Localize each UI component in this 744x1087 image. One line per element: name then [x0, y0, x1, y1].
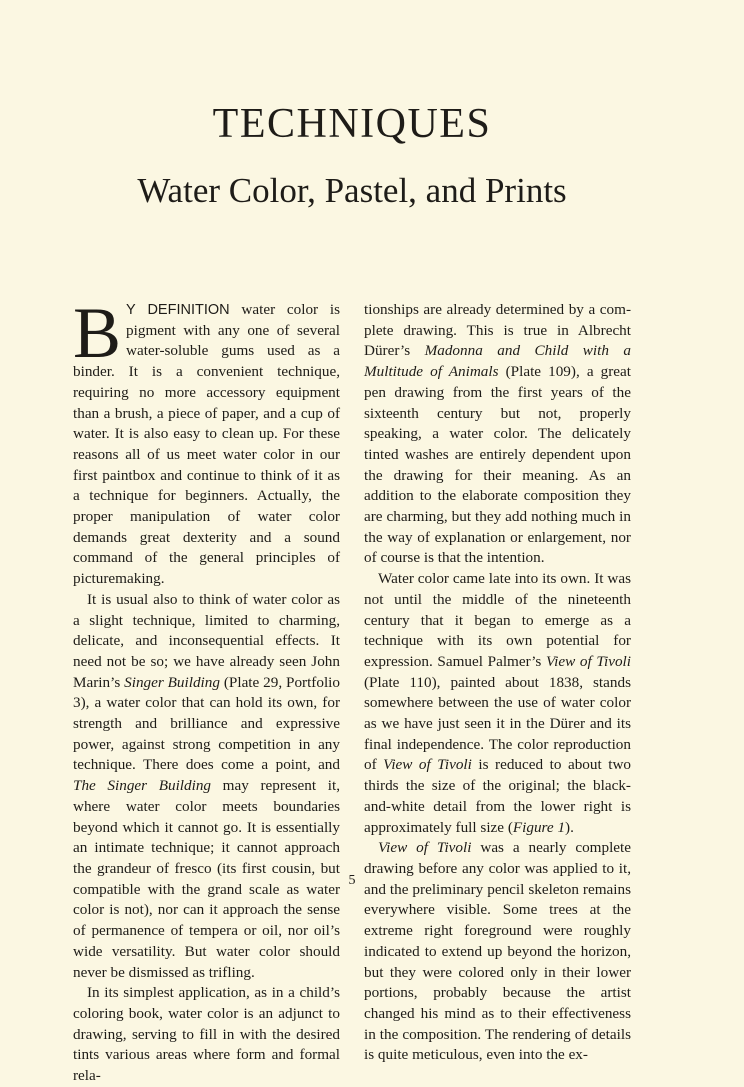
page-subtitle: Water Color, Pastel, and Prints [137, 171, 567, 210]
paragraph-text: may represent it, where water color meets boundaries beyond which it cannot go. It is essentially an intimate technique; it cannot approach the grandeur of fresco (its first cousin, but compatible with the grand scale as water color is not), nor can it approach the sense of permanence of tempera or oil, nor oil’s wide versatility. But water color should never be dismissed as trifling. [73, 777, 340, 981]
paragraph-text: (Plate 109), a great pen drawing from the first years of the sixteenth century but not, properly speaking, a water color. The delicately tinted washes are entirely dependent upon the drawing for their meaning. As an addition to the elaborate composition they are charming, but they add nothing much in the way of explanation or enlargement, nor of course is that the intention. [364, 363, 631, 567]
paragraph-text: ). [565, 818, 574, 836]
drop-cap: B [73, 293, 122, 373]
artwork-title: View of Tivoli [546, 652, 631, 670]
paragraph-text: tionships are already determined by a complete drawing. This is true in Albrecht Dürer’s [364, 301, 631, 360]
right-column [364, 300, 631, 1066]
page-title: TECHNIQUES [212, 101, 492, 147]
artwork-title: Singer Building [124, 673, 220, 691]
paragraph-continued [364, 300, 631, 569]
paragraph-1 [73, 293, 341, 590]
paragraph-2 [73, 590, 340, 983]
paragraph-text: Water color came late into its own. It was not until the middle of the nineteenth century that it began to emerge as a technique with its own potential for expression. Samuel Palmer’s [364, 570, 631, 670]
paragraph-text: water color is pigment with any one of several water-soluble gums used as a binder. It is a convenient technique, requiring no more accessory equipment than a brush, a piece of paper, and a cup of water. It is also easy to clean up. For these reasons all of us meet water color in our first paintbox and continue to think of it as a technique for beginners. Actually, the proper manipulation of water color demands great dexterity and a sound command of the general principles of picturemaking. [73, 301, 341, 588]
paragraph-text: (Plate 110), painted about 1838, stands somewhere between the use of water color as we have just seen it in the Dürer and its final independence. The color reproduction of [364, 673, 631, 774]
paragraph-text: was a nearly complete drawing before any color was applied to it, and the preliminary pencil skeleton remains everywhere visible. Some trees at the extreme right foreground were roughly indicated to extend up beyond the horizon, but they were colored only in their lower portions, probably because the artist changed his mind as to their effectiveness in the composition. The rendering of details is quite meticulous, even into the ex- [364, 839, 631, 1064]
lead-in: Y DEFINITION [126, 302, 230, 318]
paragraph-text: It is usual also to think of water color as a slight technique, limited to charming, delicate, and inconsequential effects. It need not be so; we have already seen John Marin’s [73, 590, 340, 691]
paragraph-text: is reduced to about two thirds the size of the original; the black-and-white detail from the lower right is approximately full size ( [364, 756, 632, 836]
page-number: 5 [348, 873, 356, 888]
paragraph-4 [364, 569, 631, 838]
paragraph-text: In its simplest application, as in a child’s coloring book, water color is an adjunct to drawing, serving to fill in with the desired tints various areas where form and formal rela- [73, 984, 340, 1085]
left-column [73, 293, 341, 1087]
artwork-title: View of Tivoli [383, 756, 472, 774]
paragraph-text: (Plate 29, Portfolio 3), a water color that can hold its own, for strength and brilliance and expressive power, against strong competition in any technique. There does come a point, and [73, 673, 340, 774]
paragraph-3 [73, 983, 340, 1087]
artwork-title: The Singer Building [73, 777, 212, 795]
figure-reference: Figure 1 [512, 818, 566, 836]
artwork-title: Madonna and Child with a Multitude of Animals [364, 342, 631, 381]
artwork-title: View of Tivoli [378, 839, 472, 857]
